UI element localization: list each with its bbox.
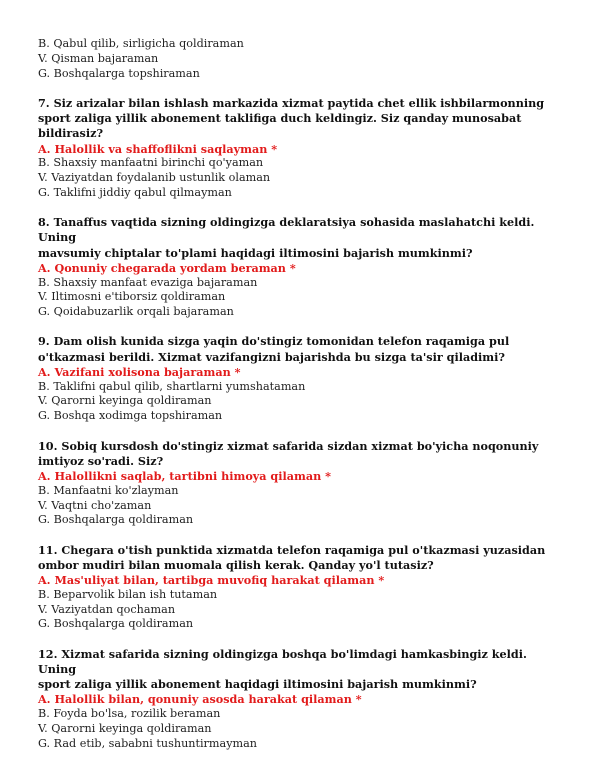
correct-answer: A. Mas'uliyat bilan, tartibga muvofiq harakat qilaman * [38, 573, 385, 588]
correct-answer: A. Halollik bilan, qonuniy asosda harakat qilaman * [38, 692, 362, 707]
option-b: B. Qabul qilib, sirligicha qoldiraman [38, 37, 244, 50]
question-text: 9. Dam olish kunida sizga yaqin do'stingiz tomonidan telefon raqamiga pul [38, 334, 510, 349]
previous-question-options [38, 37, 566, 81]
option-v: V. Qarorni keyinga qoldiraman [38, 394, 212, 408]
correct-answer: A. Qonuniy chegarada yordam beraman * [38, 260, 296, 275]
option-g: G. Boshqalarga qoldiraman [38, 513, 194, 527]
question-text: sport zaliga yillik abonement haqidagi iltimosini bajarish mumkinmi? [38, 677, 477, 692]
question-text: 12. Xizmat safarida sizning oldingizga boshqa bo'limdagi hamkasbingiz keldi. Uning [38, 646, 527, 676]
correct-answer: A. Halollikni saqlab, tartibni himoya qilaman * [38, 468, 331, 483]
question-text: sport zaliga yillik abonement taklifiga duch keldingiz. Siz qanday munosabat [38, 111, 522, 126]
option-b: B. Shaxsiy manfaatni birinchi qo'yaman [38, 156, 264, 170]
option-v: V. Qisman bajaraman [38, 51, 159, 65]
option-g: G. Taklifni jiddiy qabul qilmayman [38, 185, 232, 199]
question-text: 7. Siz arizalar bilan ishlash markazida xizmat paytida chet ellik ishbilarmonning [38, 95, 545, 110]
question-block-7 [38, 96, 566, 201]
option-b: B. Manfaatni ko'zlayman [38, 483, 179, 497]
question-text: 10. Sobiq kursdosh do'stingiz xizmat safarida sizdan xizmat bo'yicha noqonuniy [38, 438, 539, 453]
question-block-12 [38, 647, 566, 752]
option-b: B. Foyda bo'lsa, rozilik beraman [38, 707, 221, 721]
correct-answer: A. Vazifani xolisona bajaraman * [38, 364, 241, 379]
option-b: B. Taklifni qabul qilib, shartlarni yumshataman [38, 379, 306, 393]
option-g: G. Boshqalarga qoldiraman [38, 617, 194, 631]
question-text: imtiyoz so'radi. Siz? [38, 453, 164, 468]
option-g: G. Rad etib, sababni tushuntirmayman [38, 736, 257, 750]
option-v: V. Vaziyatdan foydalanib ustunlik olaman [38, 171, 271, 185]
question-block-9 [38, 334, 566, 424]
question-block-11 [38, 543, 566, 633]
option-v: V. Vaqtni cho'zaman [38, 498, 152, 512]
document-page [38, 37, 566, 752]
option-g: G. Boshqalarga topshiraman [38, 66, 200, 80]
question-text: 11. Chegara o'tish punktida xizmatda telefon raqamiga pul o'tkazmasi yuzasidan [38, 542, 546, 557]
option-g: G. Qoidabuzarlik orqali bajaraman [38, 305, 234, 319]
option-v: V. Vaziyatdan qochaman [38, 602, 176, 616]
question-text: o'tkazmasi berildi. Xizmat vazifangizni bajarishda bu sizga ta'sir qiladimi? [38, 349, 505, 364]
question-block-10 [38, 439, 566, 529]
question-text: mavsumiy chiptalar to'plami haqidagi iltimosini bajarish mumkinmi? [38, 245, 473, 260]
option-g: G. Boshqa xodimga topshiraman [38, 409, 223, 423]
question-text: 8. Tanaffus vaqtida sizning oldingizga deklaratsiya sohasida maslahatchi keldi. Uning [38, 215, 535, 245]
option-b: B. Beparvolik bilan ish tutaman [38, 587, 218, 601]
question-text: ombor mudiri bilan muomala qilish kerak. Qanday yo'l tutasiz? [38, 557, 434, 572]
correct-answer: A. Halollik va shaffoflikni saqlayman * [38, 141, 278, 156]
option-v: V. Iltimosni e'tiborsiz qoldiraman [38, 290, 226, 304]
option-v: V. Qarorni keyinga qoldiraman [38, 721, 212, 735]
question-text: bildirasiz? [38, 126, 103, 141]
question-block-8 [38, 215, 566, 320]
option-b: B. Shaxsiy manfaat evaziga bajaraman [38, 275, 258, 289]
